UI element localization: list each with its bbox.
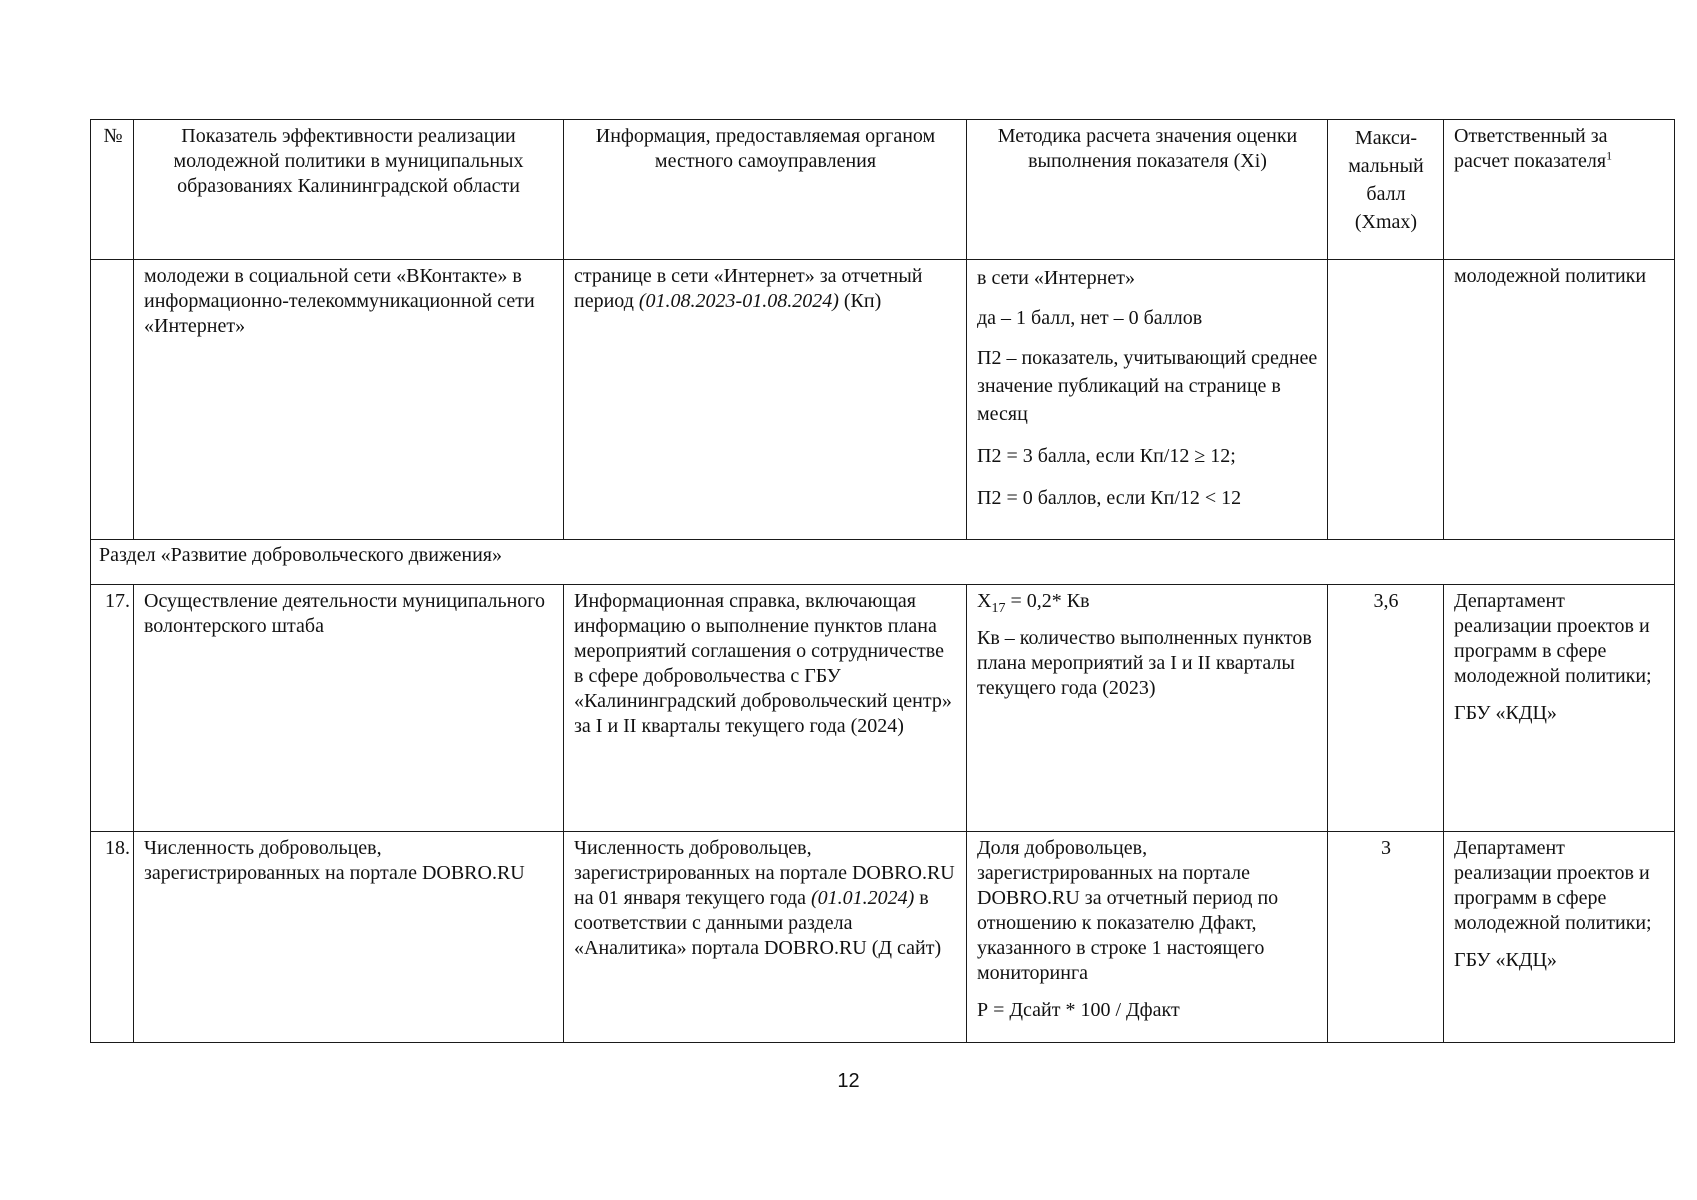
row-responsible-org: ГБУ «КДЦ» xyxy=(1454,702,1557,724)
formula-rest: = 0,2* Кв xyxy=(1005,590,1090,612)
row-number: 18. xyxy=(91,832,134,1043)
row-info xyxy=(564,832,967,1043)
row-max-score: 3,6 xyxy=(1328,585,1444,832)
formula-subscript: 17 xyxy=(991,601,1006,616)
indicators-table xyxy=(90,119,1675,1043)
table-header-row xyxy=(91,120,1675,260)
continued-info-suffix: (Кп) xyxy=(838,290,882,312)
table-row xyxy=(91,585,1675,832)
row-info: Информационная справка, включающая информацию о выполнение пунктов плана мероприятий соглашения о сотрудничестве в сфере добровольчества с ГБУ «Калининградский добровольческий центр» за I и II кварталы текущего года (2024) xyxy=(564,585,967,832)
header-max-line2: мальный xyxy=(1348,155,1424,177)
continued-method-line-2: да – 1 балл, нет – 0 баллов xyxy=(977,307,1203,329)
row-responsible xyxy=(1444,585,1675,832)
row-responsible-dept: Департамент реализации проектов и программ в сфере молодежной политики; xyxy=(1454,590,1652,687)
page-number: 12 xyxy=(837,1070,860,1092)
continued-responsible: молодежной политики xyxy=(1444,260,1675,540)
continued-method-line-5: П2 = 0 баллов, если Кп/12 < 12 xyxy=(977,487,1242,509)
row-method xyxy=(967,832,1328,1043)
section-row xyxy=(91,540,1675,585)
header-info: Информация, предоставляемая органом местного самоуправления xyxy=(564,120,967,260)
row-info-text: Численность добровольцев, зарегистрированных на портале DOBRO.RU на 01 января текущего года xyxy=(574,837,955,909)
header-max-score xyxy=(1328,120,1444,260)
continued-info-period: (01.08.2023-01.08.2024) xyxy=(638,290,839,312)
continued-method xyxy=(967,260,1328,540)
row-info-suffix: в соответствии с данными раздела «Аналитика» портала DOBRO.RU (Д сайт) xyxy=(574,887,942,959)
continued-method-line-4: П2 = 3 балла, если Кп/12 ≥ 12; xyxy=(977,445,1236,467)
continued-max-empty xyxy=(1328,260,1444,540)
footnote-mark: 1 xyxy=(1606,148,1613,163)
formula-x: X xyxy=(977,590,992,612)
row-indicator: Численность добровольцев, зарегистрированных на портале DOBRO.RU xyxy=(134,832,564,1043)
header-responsible xyxy=(1444,120,1675,260)
continued-indicator: молодежи в социальной сети «ВКонтакте» в информационно-телекоммуникационной сети «Интернет» xyxy=(134,260,564,540)
row-indicator: Осуществление деятельности муниципального волонтерского штаба xyxy=(134,585,564,832)
table-row-continued xyxy=(91,260,1675,540)
row-responsible-dept: Департамент реализации проектов и программ в сфере молодежной политики; xyxy=(1454,837,1652,934)
header-method: Методика расчета значения оценки выполнения показателя (Xi) xyxy=(967,120,1328,260)
header-max-line4: (Xmax) xyxy=(1354,211,1418,233)
row-method xyxy=(967,585,1328,832)
row-max-score: 3 xyxy=(1328,832,1444,1043)
continued-info-text: странице в сети «Интернет» за отчетный период xyxy=(574,265,923,312)
header-max-line1: Макси- xyxy=(1354,127,1418,149)
header-number: № xyxy=(91,120,134,260)
header-indicator: Показатель эффективности реализации молодежной политики в муниципальных образованиях Калининградской области xyxy=(134,120,564,260)
row-info-date: (01.01.2024) xyxy=(810,887,915,909)
continued-method-line-3: П2 – показатель, учитывающий среднее значение публикаций на странице в месяц xyxy=(977,347,1318,425)
continued-info xyxy=(564,260,967,540)
section-title: Раздел «Развитие добровольческого движения» xyxy=(91,540,1675,585)
row-method-formula xyxy=(977,589,1318,614)
row-number-empty xyxy=(91,260,134,540)
header-max-line3: балл xyxy=(1366,183,1406,205)
row-method-description: Кв – количество выполненных пунктов плана мероприятий за I и II кварталы текущего года (2023) xyxy=(977,627,1312,699)
row-responsible-org: ГБУ «КДЦ» xyxy=(1454,949,1557,971)
row-method-description: Доля добровольцев, зарегистрированных на портале DOBRO.RU за отчетный период по отношению к показателю Дфакт, указанного в строке 1 настоящего мониторинга xyxy=(977,837,1279,984)
header-responsible-text: Ответственный за расчет показателя xyxy=(1454,125,1608,172)
continued-method-line-1: в сети «Интернет» xyxy=(977,267,1135,289)
row-number: 17. xyxy=(91,585,134,832)
row-responsible xyxy=(1444,832,1675,1043)
row-method-formula: Р = Дсайт * 100 / Дфакт xyxy=(977,999,1180,1021)
table-row xyxy=(91,832,1675,1043)
